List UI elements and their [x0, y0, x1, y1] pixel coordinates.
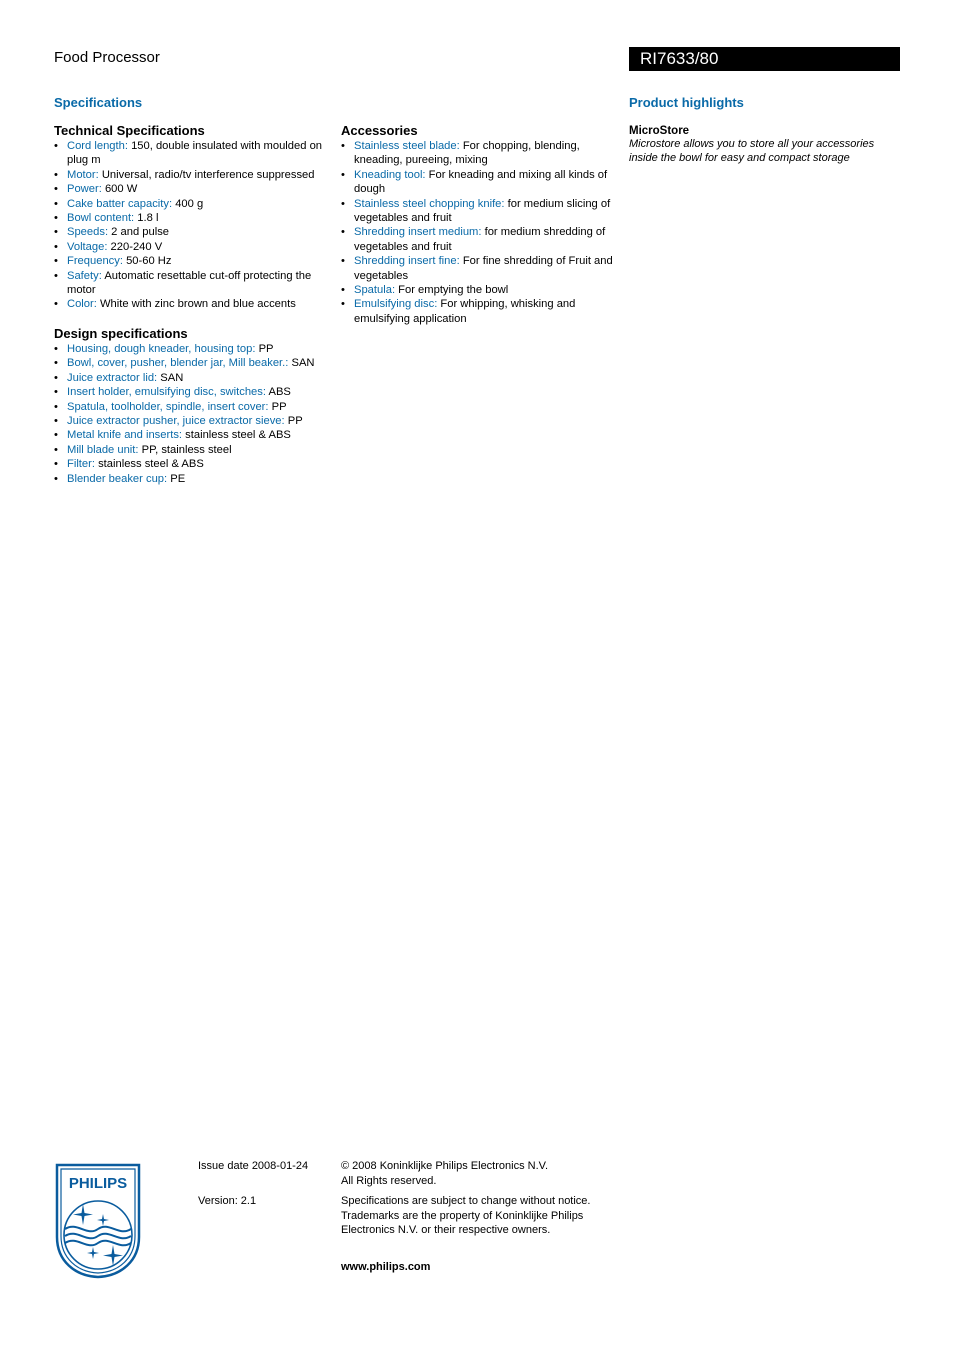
highlights-title: Product highlights: [629, 95, 744, 110]
spec-item: [54, 211, 326, 225]
spec-label: Bowl, cover, pusher, blender jar, Mill beaker.:: [67, 357, 289, 370]
highlight-microstore: [629, 125, 901, 165]
technical-specs-heading: Technical Specifications: [54, 123, 205, 138]
spec-label: Insert holder, emulsifying disc, switches:: [67, 386, 266, 399]
spec-value: 150, double insulated with moulded on plug m: [67, 140, 323, 167]
spec-label: Voltage:: [67, 240, 108, 253]
spec-value: for medium slicing of vegetables and fruit: [354, 197, 611, 225]
spec-label: Motor:: [67, 168, 99, 181]
issue-date: Issue date 2008-01-24: [198, 1160, 309, 1172]
spec-label: Stainless steel blade:: [354, 140, 460, 152]
spec-value: For fine shredding of Fruit and vegetables: [354, 255, 613, 282]
copyright-line: © 2008 Koninklijke Philips Electronics N.V.: [341, 1160, 549, 1172]
copyright-block: [341, 1159, 548, 1188]
spec-value: 220-240 V: [110, 240, 163, 253]
spec-label: Juice extractor pusher, juice extractor sieve:: [67, 414, 285, 427]
spec-item: [54, 139, 326, 168]
spec-item: [54, 182, 326, 196]
spec-label: Spatula, toolholder, spindle, insert cover:: [67, 400, 269, 413]
spec-value: For emptying the bowl: [398, 284, 509, 297]
spec-label: Kneading tool:: [354, 168, 426, 181]
spec-item: [54, 356, 326, 370]
spec-item: [54, 400, 326, 414]
design-specs-list: [54, 342, 326, 486]
specifications-title: Specifications: [54, 95, 143, 110]
logo-wordmark: PHILIPS: [68, 1175, 128, 1192]
spec-item: [341, 139, 613, 168]
spec-label: Shredding insert fine:: [354, 255, 460, 268]
spec-label: Metal knife and inserts:: [67, 429, 183, 442]
spec-label: Cord length:: [67, 140, 128, 152]
spec-item: [54, 168, 326, 182]
spec-label: Juice extractor lid:: [67, 371, 158, 384]
spec-value: SAN: [160, 371, 184, 384]
product-name: Food Processor: [54, 49, 160, 66]
spec-label: Color:: [67, 298, 97, 311]
highlight-description: Microstore allows you to store all your accessories inside the bowl for easy and compact storage: [629, 138, 875, 164]
notice-line: Specifications are subject to change without notice.: [341, 1195, 591, 1207]
spec-item: [54, 269, 326, 298]
spec-value: For whipping, whisking and emulsifying application: [354, 298, 576, 325]
spec-value: For chopping, blending, kneading, pureeing, mixing: [354, 140, 580, 167]
spec-label: Shredding insert medium:: [354, 226, 482, 239]
spec-item: [341, 197, 613, 226]
spec-item: [54, 297, 326, 311]
spec-item: [341, 283, 613, 297]
spec-label: Mill blade unit:: [67, 443, 139, 456]
spec-item: [341, 225, 613, 254]
spec-value: stainless steel & ABS: [185, 429, 291, 442]
notice-line: Electronics N.V. or their respective owners.: [341, 1224, 551, 1236]
spec-value: PE: [170, 472, 186, 485]
technical-specs-list: [54, 139, 326, 312]
spec-label: Speeds:: [67, 226, 109, 239]
spec-value: PP: [271, 400, 287, 413]
spec-item: [54, 385, 326, 399]
spec-label: Cake batter capacity:: [67, 197, 173, 210]
spec-value: PP, stainless steel: [141, 443, 232, 456]
highlight-title: MicroStore: [629, 125, 690, 137]
spec-item: [54, 225, 326, 239]
version: Version: 2.1: [198, 1195, 257, 1207]
notice-block: [341, 1194, 590, 1238]
spec-item: [54, 428, 326, 442]
spec-label: Stainless steel chopping knife:: [354, 197, 505, 210]
spec-label: Frequency:: [67, 255, 123, 268]
spec-value: Automatic resettable cut-off protecting the motor: [67, 269, 312, 297]
spec-value: stainless steel & ABS: [98, 458, 204, 471]
spec-value: SAN: [291, 357, 315, 370]
spec-value: for medium shredding of vegetables and fruit: [354, 226, 606, 253]
spec-label: Safety:: [67, 269, 102, 282]
spec-label: Blender beaker cup:: [67, 472, 168, 485]
spec-label: Power:: [67, 183, 102, 196]
spec-item: [54, 472, 326, 486]
accessories-list: [341, 139, 613, 326]
notice-line: Trademarks are the property of Koninklijke Philips: [341, 1209, 584, 1222]
spec-label: Spatula:: [354, 284, 396, 297]
specs-column-middle: [341, 123, 613, 326]
spec-value: 50-60 Hz: [126, 255, 172, 268]
specs-column-left: [54, 123, 326, 486]
spec-value: Universal, radio/tv interference suppressed: [101, 168, 315, 181]
spec-item: [341, 254, 613, 283]
spec-item: [54, 342, 326, 356]
spec-value: 2 and pulse: [111, 226, 170, 239]
spec-value: PP: [287, 414, 303, 427]
spec-value: White with zinc brown and blue accents: [99, 298, 296, 311]
spec-item: [341, 168, 613, 197]
spec-value: ABS: [268, 386, 291, 399]
design-specs-heading: Design specifications: [54, 325, 188, 341]
spec-value: 400 g: [175, 197, 204, 210]
spec-item: [341, 297, 613, 326]
philips-shield-logo: [55, 1163, 141, 1279]
spec-item: [54, 254, 326, 268]
spec-item: [54, 371, 326, 385]
spec-value: For kneading and mixing all kinds of dough: [354, 168, 608, 196]
spec-value: PP: [258, 342, 274, 355]
spec-label: Emulsifying disc:: [354, 298, 438, 311]
spec-label: Filter:: [67, 458, 95, 471]
accessories-heading: Accessories: [341, 123, 418, 138]
rights-line: All Rights reserved.: [341, 1174, 437, 1187]
spec-item: [54, 443, 326, 457]
spec-item: [54, 414, 326, 428]
spec-item: [54, 240, 326, 254]
spec-label: Bowl content:: [67, 212, 135, 225]
spec-item: [54, 457, 326, 471]
spec-item: [54, 197, 326, 211]
model-number-bar: RI7633/80: [629, 47, 900, 71]
website-link[interactable]: www.philips.com: [341, 1261, 431, 1273]
spec-value: 1.8 l: [137, 212, 159, 225]
spec-label: Housing, dough kneader, housing top:: [67, 342, 256, 355]
spec-value: 600 W: [104, 183, 138, 196]
